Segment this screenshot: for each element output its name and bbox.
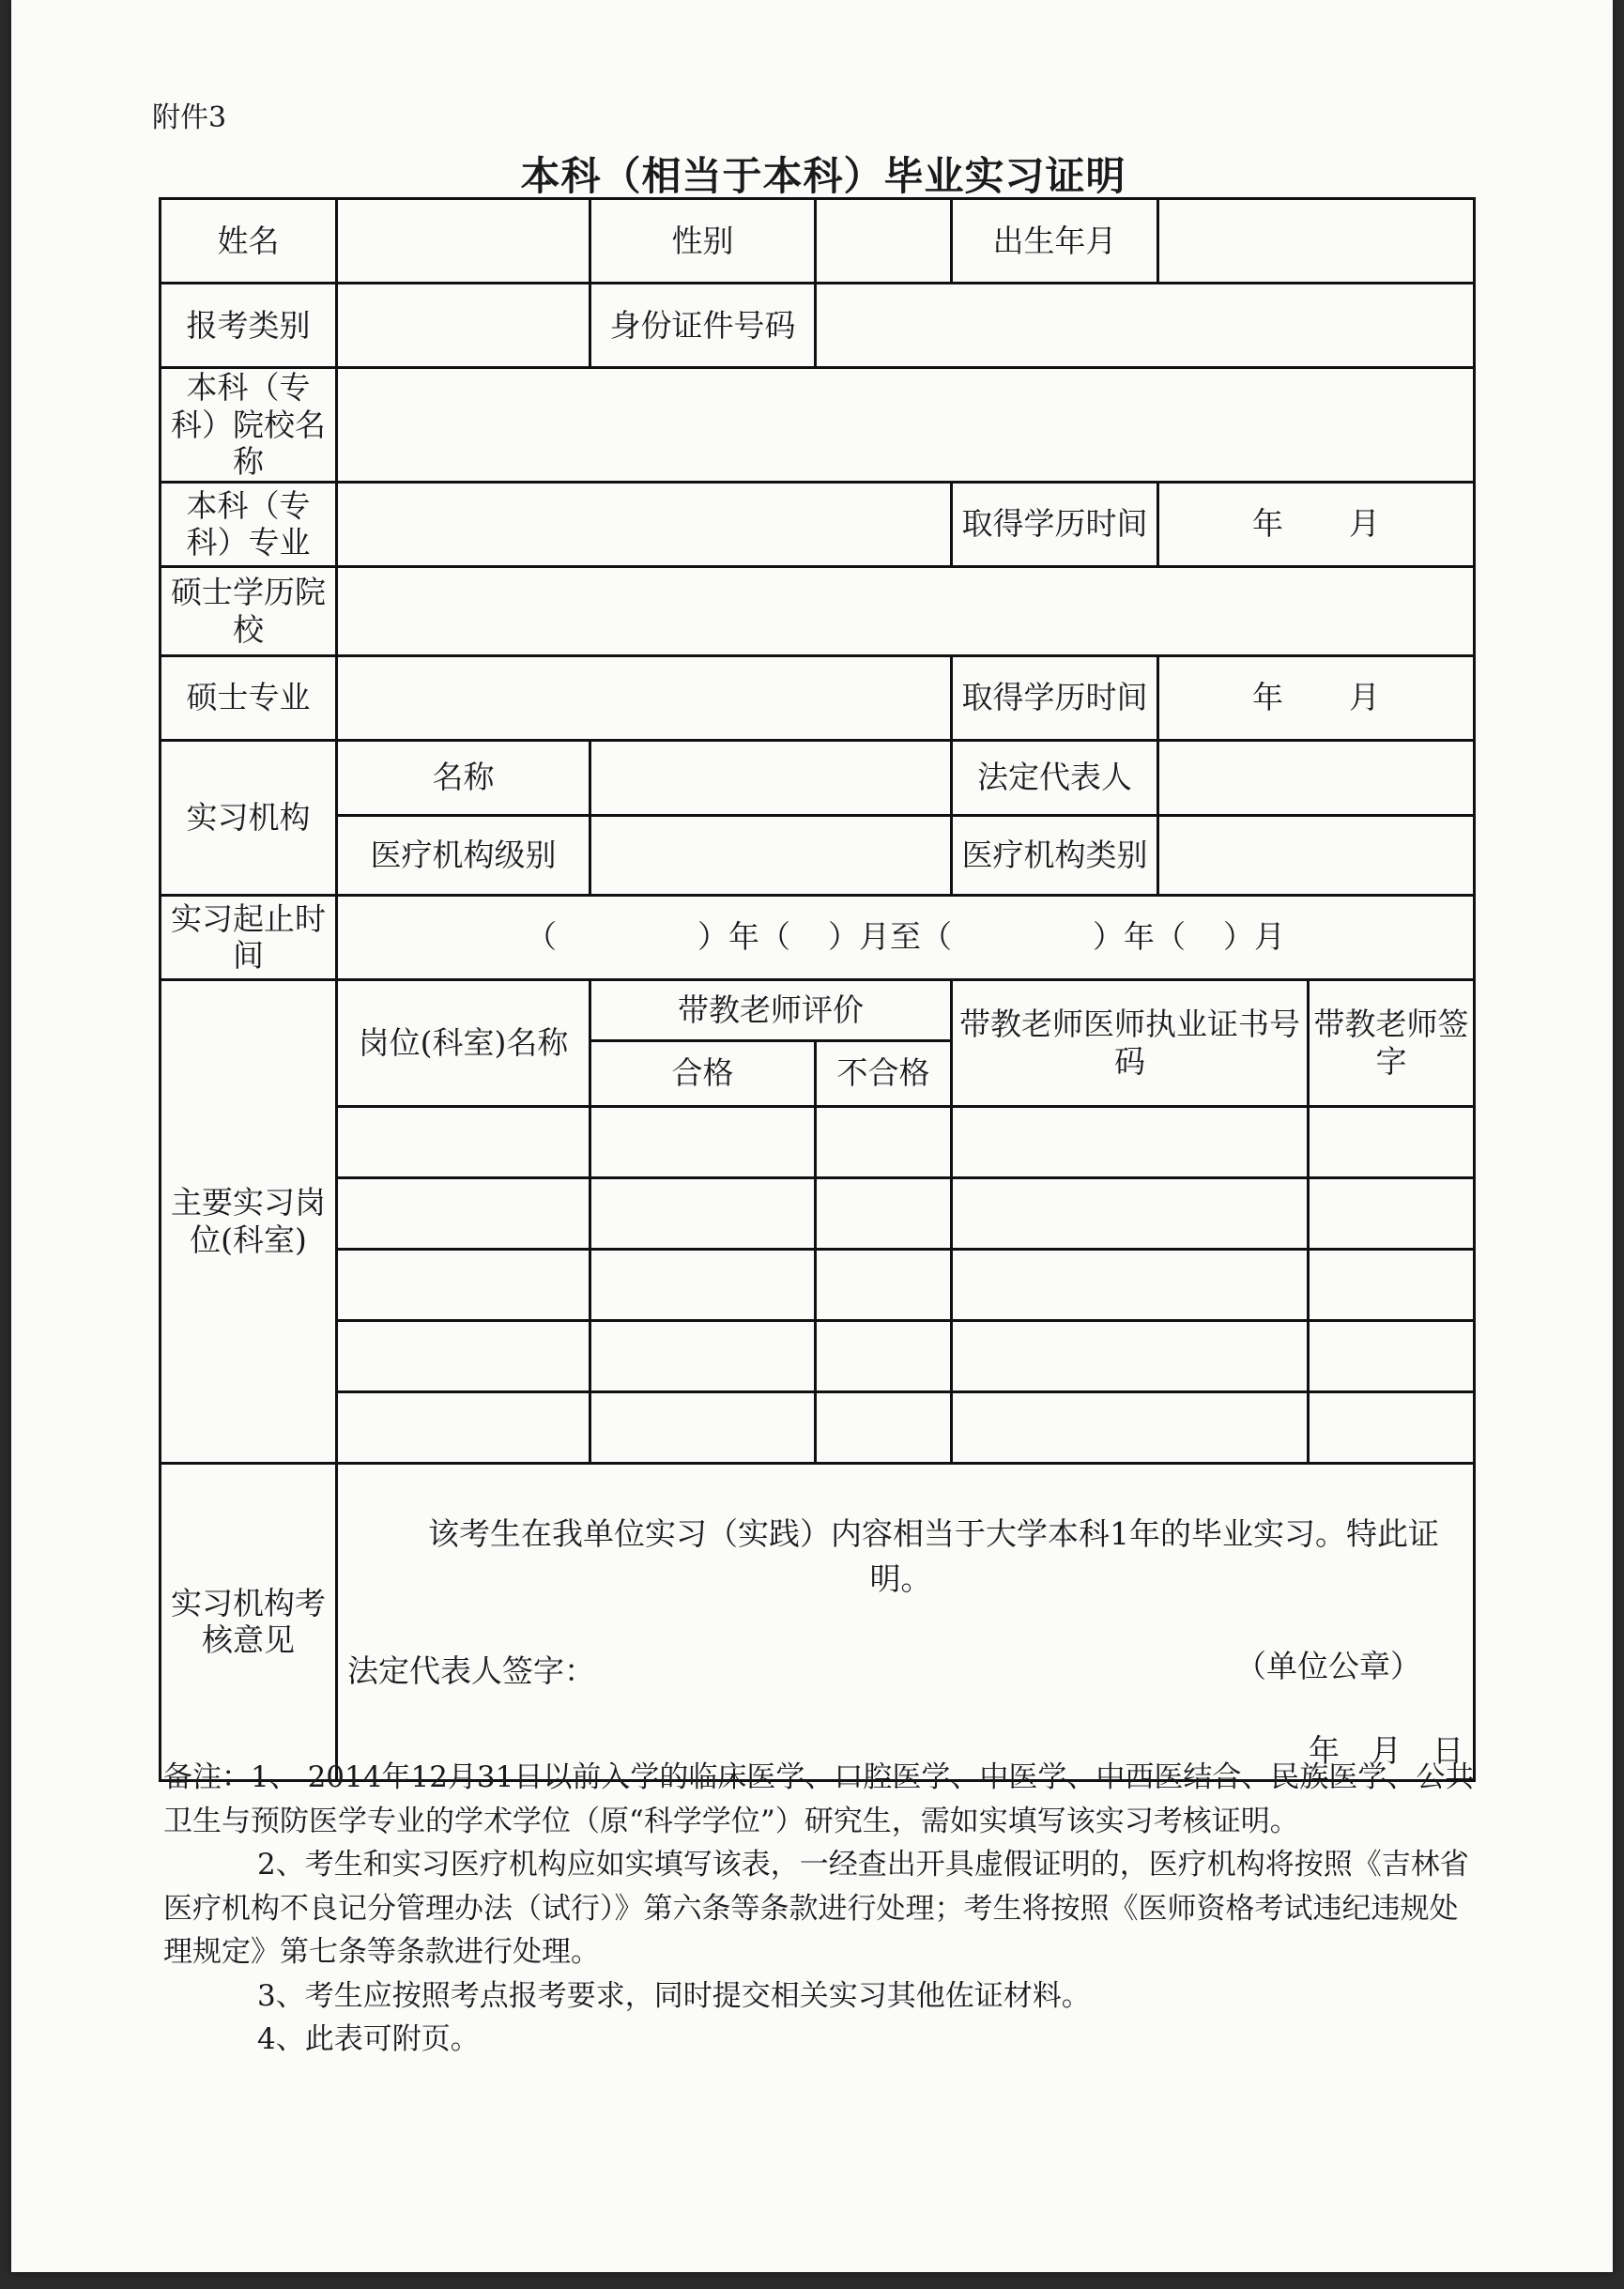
master-school-field[interactable]: [337, 566, 1475, 655]
pass-cell[interactable]: [590, 1106, 816, 1177]
master-major-label: 硕士专业: [161, 655, 337, 740]
teacher-sign-cell[interactable]: [1309, 1249, 1475, 1320]
pass-cell[interactable]: [590, 1391, 816, 1463]
note-4: 4、此表可附页。: [257, 2022, 480, 2056]
notes: [163, 1756, 1487, 2062]
id-number-label: 身份证件号码: [590, 284, 816, 368]
teacher-sign-cell[interactable]: [1309, 1177, 1475, 1249]
period-year-close-2: ）年（: [1093, 918, 1186, 956]
inst-type-field[interactable]: [1158, 815, 1475, 895]
teacher-cert-cell[interactable]: [952, 1106, 1309, 1177]
exam-category-field[interactable]: [337, 284, 590, 368]
post-name-cell[interactable]: [337, 1177, 590, 1249]
post-name-header: 岗位(科室)名称: [337, 979, 590, 1106]
period-open: （: [526, 918, 557, 956]
fail-cell[interactable]: [816, 1320, 952, 1391]
post-name-cell[interactable]: [337, 1249, 590, 1320]
name-label: 姓名: [161, 199, 337, 284]
birth-label: 出生年月: [952, 199, 1158, 284]
undergrad-school-label: 本科（专科）院校名称: [161, 368, 337, 483]
opinion-text: 该考生在我单位实习（实践）内容相当于大学本科1年的毕业实习。特此证明。: [428, 1514, 1439, 1597]
fail-cell[interactable]: [816, 1391, 952, 1463]
pass-cell[interactable]: [590, 1320, 816, 1391]
legal-rep-sign-label: 法定代表人签字：: [347, 1651, 595, 1689]
note-3: 3、考生应按照考点报考要求，同时提交相关实习其他佐证材料。: [257, 1978, 1091, 2013]
table-row: [161, 1249, 1475, 1320]
undergrad-school-field[interactable]: [337, 368, 1475, 483]
month-label: 月: [1349, 679, 1380, 716]
table-row: [161, 1177, 1475, 1249]
table-row: [161, 1391, 1475, 1463]
teacher-sign-cell[interactable]: [1309, 1320, 1475, 1391]
pass-header: 合格: [590, 1040, 816, 1106]
undergrad-major-field[interactable]: [337, 482, 952, 566]
teacher-cert-cell[interactable]: [952, 1391, 1309, 1463]
inst-level-field[interactable]: [590, 815, 952, 895]
legal-rep-label: 法定代表人: [952, 740, 1158, 815]
gender-field[interactable]: [816, 199, 952, 284]
period-field[interactable]: [337, 895, 1475, 979]
opinion-field[interactable]: [337, 1463, 1475, 1780]
note-2: 2、考生和实习医疗机构应如实填写该表，一经查出开具虚假证明的，医疗机构将按照《吉林省医疗机构不良记分管理办法（试行）》第六条等条款进行处理；考生将按照《医师资格考试违纪违规处理规定》第七条等条款进行处理。: [163, 1848, 1469, 1969]
year-label: 年: [1252, 505, 1283, 543]
pass-cell[interactable]: [590, 1177, 816, 1249]
inst-name-label: 名称: [337, 740, 590, 815]
opinion-date: 年 月 日: [1309, 1731, 1463, 1769]
undergrad-major-label: 本科（专科）专业: [161, 482, 337, 566]
month-label: 月: [1349, 505, 1380, 543]
fail-cell[interactable]: [816, 1106, 952, 1177]
birth-field[interactable]: [1158, 199, 1475, 284]
period-label: 实习起止时间: [161, 895, 337, 979]
note-1: 备注：1、 2014年12月31日以前入学的临床医学、口腔医学、中医学、中西医结合、民族医学、公共卫生与预防医学专业的学术学位（原“科学学位”）研究生，需如实填写该实习考核证明。: [163, 1760, 1475, 1838]
page-title: 本科（相当于本科）毕业实习证明: [520, 153, 1126, 199]
master-degree-time-field[interactable]: [1158, 655, 1475, 740]
period-month-end: ）月: [1223, 918, 1285, 956]
opinion-label: 实习机构考核意见: [161, 1463, 337, 1780]
table-row: [161, 1106, 1475, 1177]
institution-label: 实习机构: [161, 740, 337, 895]
name-field[interactable]: [337, 199, 590, 284]
main-posts-label: 主要实习岗位(科室): [161, 979, 337, 1463]
form-page: [11, 0, 1613, 2272]
unit-seal-label: （单位公章）: [1235, 1647, 1421, 1684]
post-name-cell[interactable]: [337, 1320, 590, 1391]
post-name-cell[interactable]: [337, 1391, 590, 1463]
teacher-cert-cell[interactable]: [952, 1177, 1309, 1249]
master-school-label: 硕士学历院校: [161, 566, 337, 655]
exam-category-label: 报考类别: [161, 284, 337, 368]
teacher-cert-header: 带教老师医师执业证书号码: [952, 979, 1309, 1106]
gender-label: 性别: [590, 199, 816, 284]
teacher-sign-cell[interactable]: [1309, 1106, 1475, 1177]
teacher-sign-header: 带教老师签字: [1309, 979, 1475, 1106]
fail-cell[interactable]: [816, 1249, 952, 1320]
inst-name-field[interactable]: [590, 740, 952, 815]
fail-header: 不合格: [816, 1040, 952, 1106]
fail-cell[interactable]: [816, 1177, 952, 1249]
pass-cell[interactable]: [590, 1249, 816, 1320]
degree-time-label: 取得学历时间: [952, 482, 1158, 566]
attachment-label: 附件3: [152, 101, 227, 134]
certificate-form: [159, 197, 1476, 1782]
inst-level-label: 医疗机构级别: [337, 815, 590, 895]
inst-type-label: 医疗机构类别: [952, 815, 1158, 895]
id-number-field[interactable]: [816, 284, 1475, 368]
table-row: [161, 1320, 1475, 1391]
post-name-cell[interactable]: [337, 1106, 590, 1177]
teacher-cert-cell[interactable]: [952, 1320, 1309, 1391]
legal-rep-field[interactable]: [1158, 740, 1475, 815]
master-degree-time-label: 取得学历时间: [952, 655, 1158, 740]
year-label: 年: [1252, 679, 1283, 716]
teacher-cert-cell[interactable]: [952, 1249, 1309, 1320]
master-major-field[interactable]: [337, 655, 952, 740]
teacher-eval-header: 带教老师评价: [590, 979, 952, 1040]
teacher-sign-cell[interactable]: [1309, 1391, 1475, 1463]
degree-time-field[interactable]: [1158, 482, 1475, 566]
period-year-close: ）年（: [697, 918, 790, 956]
period-month-close: ）月至（: [828, 918, 952, 956]
